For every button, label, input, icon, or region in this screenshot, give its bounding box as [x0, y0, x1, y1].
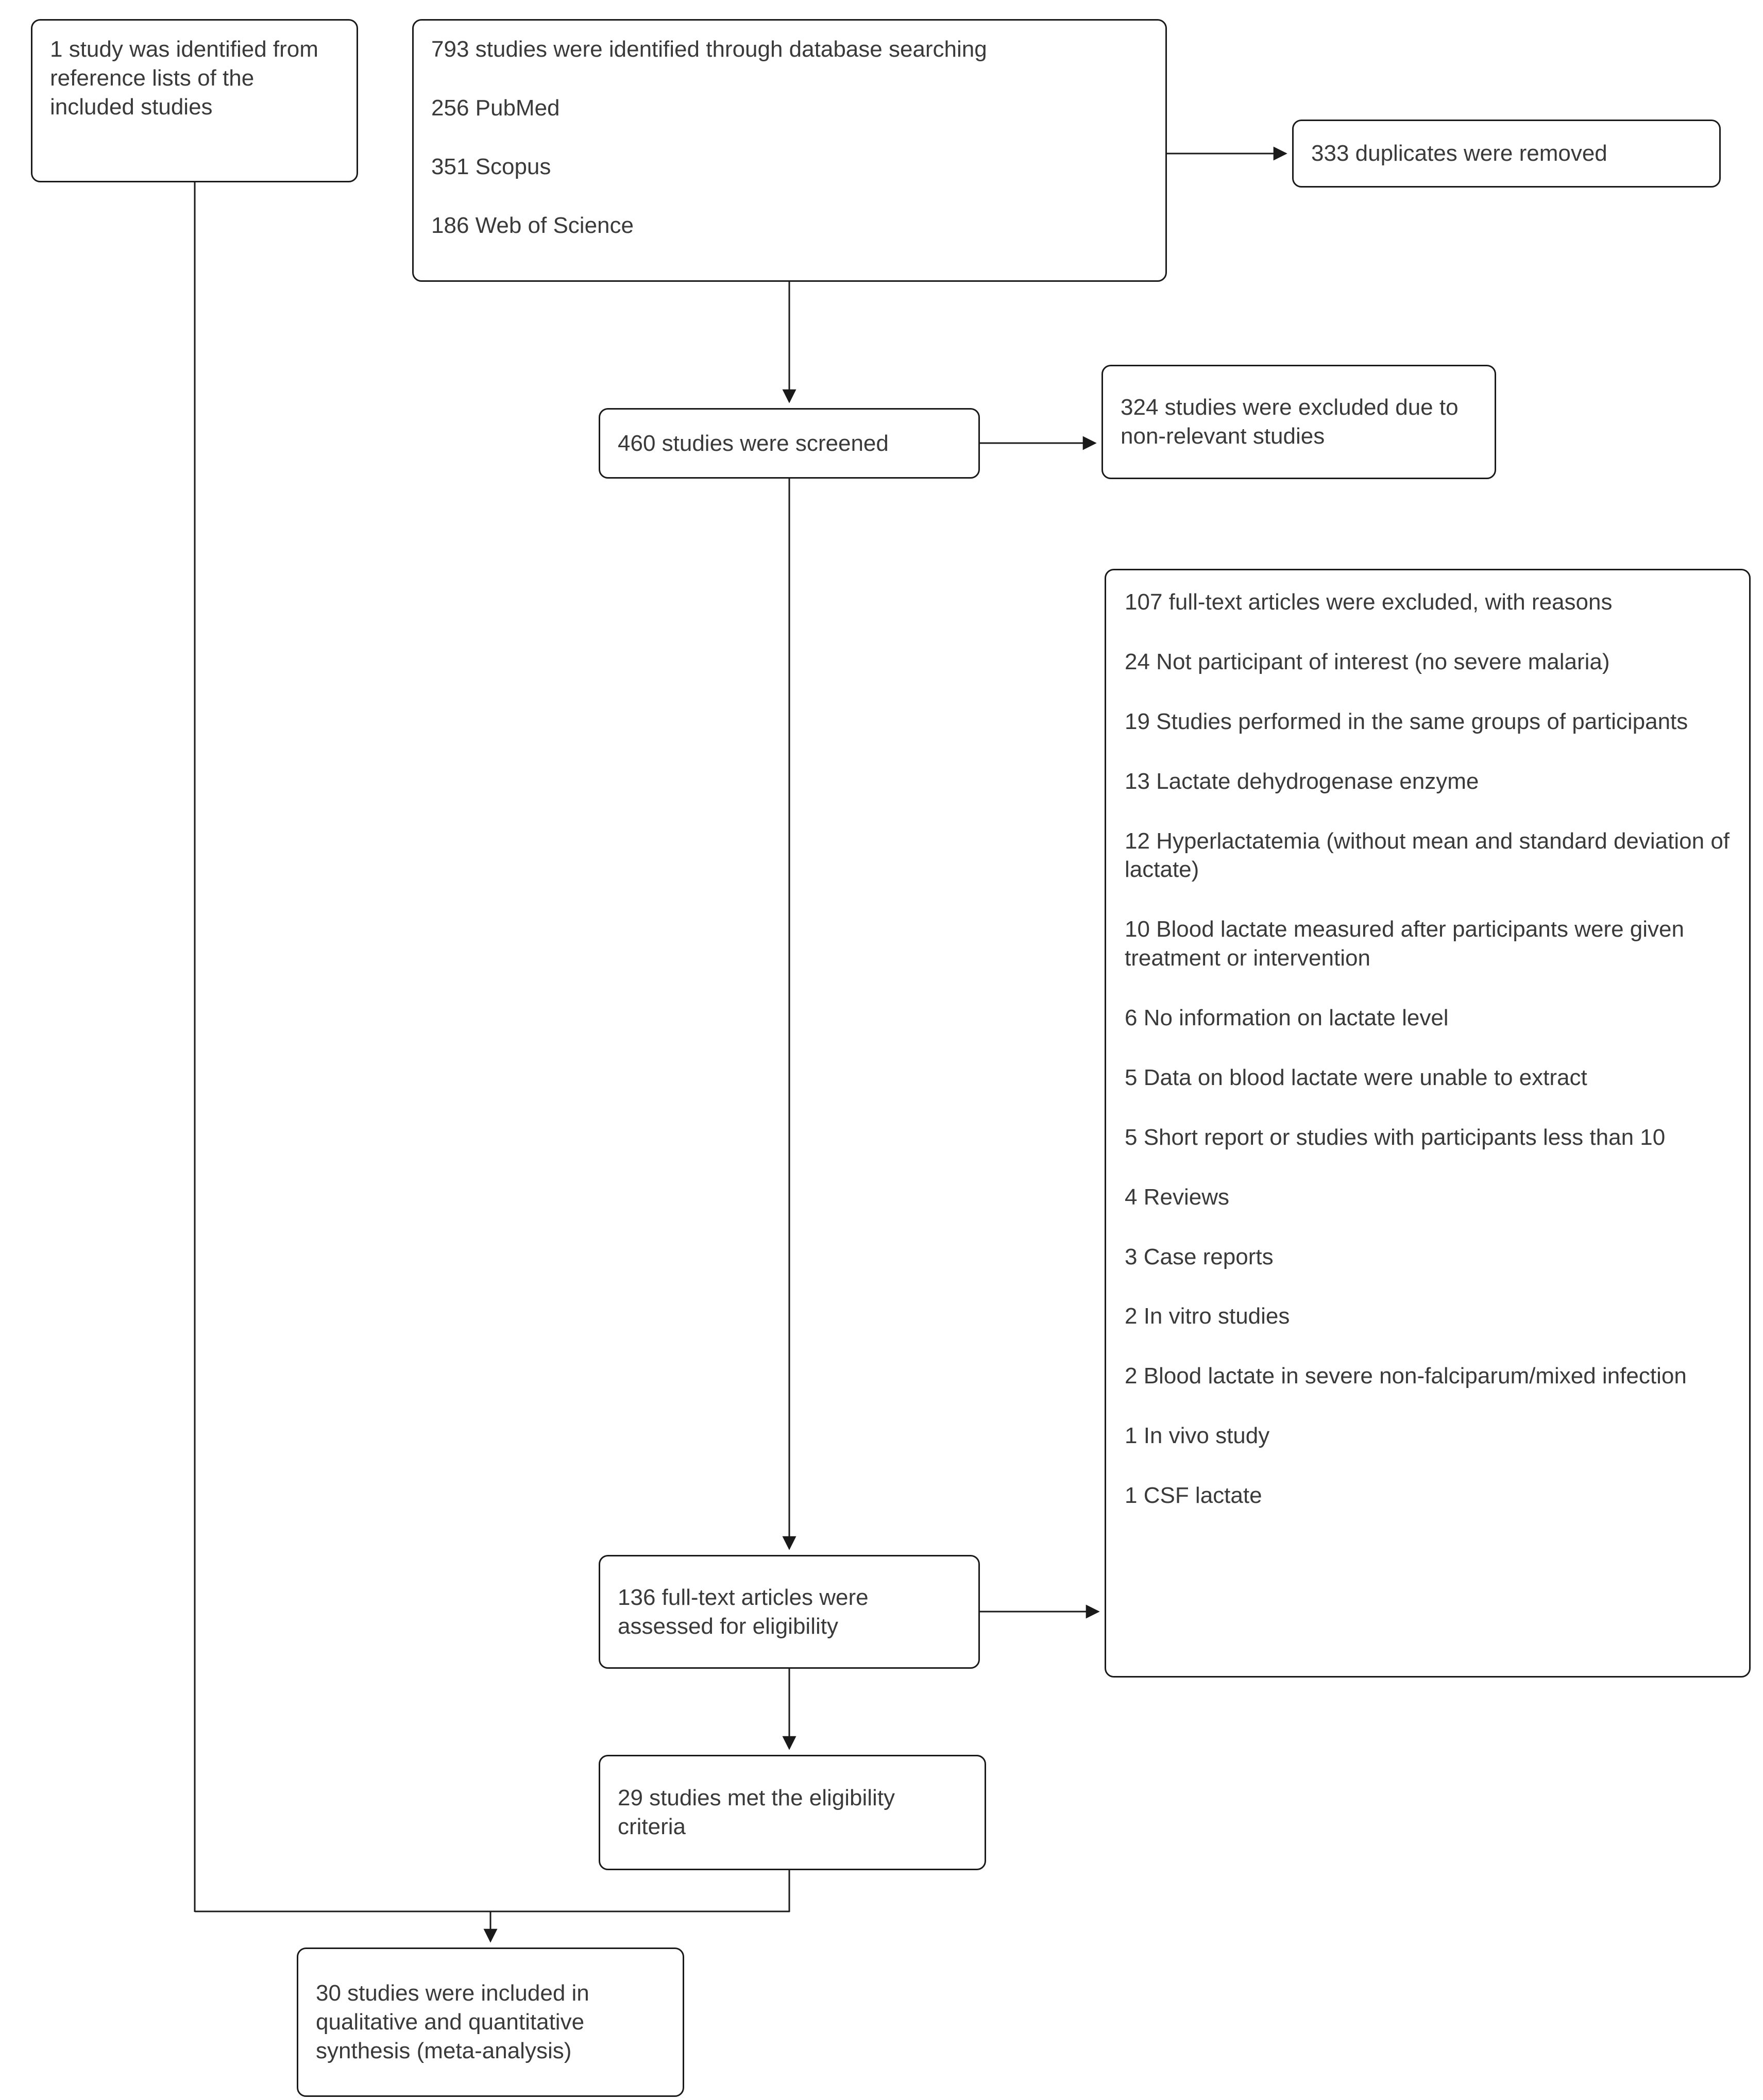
- eligibility-criteria-text: 29 studies met the eligibility criteria: [618, 1785, 895, 1839]
- exclusion-reason-item: 12 Hyperlactatemia (without mean and standard deviation of lactate): [1125, 828, 1730, 883]
- included-studies-box: [297, 1947, 684, 2097]
- duplicates-removed-text: 333 duplicates were removed: [1311, 141, 1607, 166]
- nonrelevant-excluded-text: 324 studies were excluded due to non-relevant studies: [1121, 395, 1459, 449]
- fulltext-excluded-title: 107 full-text articles were excluded, with reasons: [1125, 589, 1613, 615]
- reference-studies-box: [31, 19, 358, 182]
- exclusion-reason-item: 2 Blood lactate in severe non-falciparum/mixed infection: [1125, 1363, 1687, 1389]
- studies-screened-text: 460 studies were screened: [618, 430, 889, 456]
- exclusion-reason-item: 5 Short report or studies with participants less than 10: [1125, 1124, 1666, 1150]
- fulltext-assessed-text: 136 full-text articles were assessed for eligibility: [618, 1584, 869, 1639]
- exclusion-reason-item: 19 Studies performed in the same groups of participants: [1125, 708, 1688, 734]
- database-search-box: [412, 19, 1167, 282]
- duplicates-removed-box: [1292, 120, 1721, 188]
- reference-studies-text: 1 study was identified from reference lists of the included studies: [50, 37, 318, 120]
- included-studies-text: 30 studies were included in qualitative and quantitative synthesis (meta-analysis): [316, 1980, 589, 2063]
- database-source-web-of-science: 186 Web of Science: [431, 212, 634, 238]
- eligibility-criteria-box: [599, 1755, 986, 1870]
- exclusion-reason-item: 13 Lactate dehydrogenase enzyme: [1125, 768, 1479, 794]
- exclusion-reason-item: 2 In vitro studies: [1125, 1303, 1290, 1329]
- nonrelevant-excluded-box: [1101, 365, 1496, 479]
- fulltext-excluded-box: [1105, 569, 1751, 1678]
- exclusion-reason-item: 1 CSF lactate: [1125, 1483, 1262, 1508]
- exclusion-reason-item: 3 Case reports: [1125, 1244, 1274, 1269]
- exclusion-reason-item: 24 Not participant of interest (no severe malaria): [1125, 649, 1610, 674]
- exclusion-reason-item: 4 Reviews: [1125, 1184, 1229, 1210]
- studies-screened-box: [599, 408, 980, 479]
- fulltext-assessed-box: [599, 1555, 980, 1669]
- exclusion-reason-item: 6 No information on lactate level: [1125, 1005, 1449, 1030]
- exclusion-reason-item: 1 In vivo study: [1125, 1423, 1270, 1449]
- exclusion-reason-item: 5 Data on blood lactate were unable to extract: [1125, 1064, 1587, 1090]
- database-source-pubmed: 256 PubMed: [431, 95, 560, 121]
- database-source-scopus: 351 Scopus: [431, 154, 551, 179]
- exclusion-reason-item: 10 Blood lactate measured after participants were given treatment or intervention: [1125, 917, 1684, 971]
- database-search-title: 793 studies were identified through database searching: [431, 37, 987, 62]
